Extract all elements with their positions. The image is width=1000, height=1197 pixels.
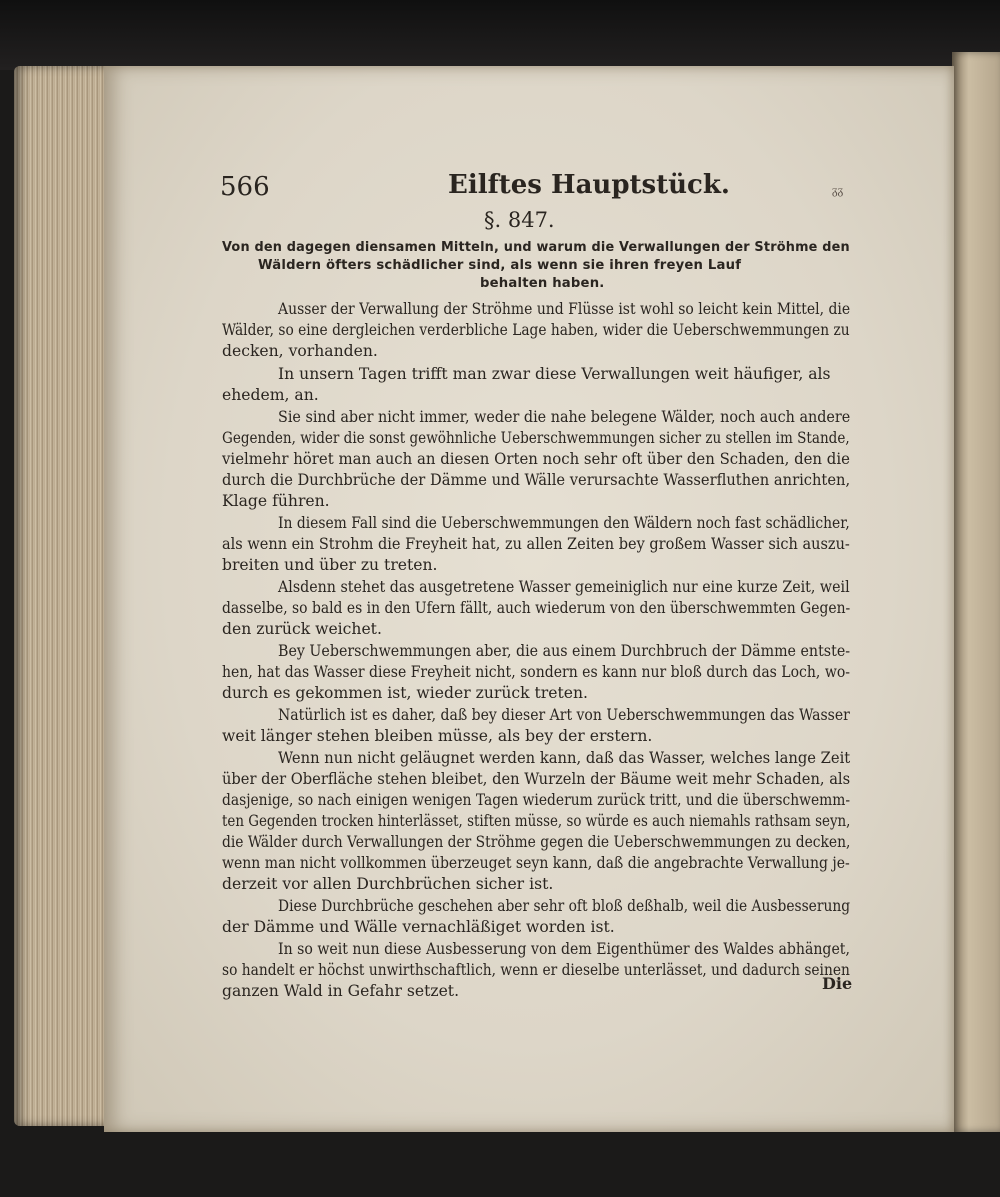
summary-line: Wäldern öfters schädlicher sind, als wenn sie ihren freyen Lauf bbox=[258, 258, 742, 273]
margin-mark: ᵹᵹ bbox=[832, 183, 844, 197]
body-line: über der Oberfläche stehen bleibet, den Wurzeln der Bäume weit mehr Schaden, als bbox=[222, 770, 851, 788]
backdrop bbox=[0, 0, 1000, 70]
body-line: so handelt er höchst unwirthschaftlich, wenn er dieselbe unterlässet, und dadurch seinen bbox=[222, 961, 850, 979]
body-line: Ausser der Verwallung der Ströhme und Flüsse ist wohl so leicht kein Mittel, die bbox=[278, 300, 851, 318]
body-line: Wenn nun nicht geläugnet werden kann, daß das Wasser, welches lange Zeit bbox=[278, 749, 851, 767]
body-line: Gegenden, wider die sonst gewöhnliche Ueberschwemmungen sicher zu stellen im Stande, bbox=[222, 429, 850, 447]
page-number: 566 bbox=[220, 172, 270, 202]
body-line: Natürlich ist es daher, daß bey dieser Art von Ueberschwemmungen das Wasser bbox=[278, 706, 850, 724]
body-line: wenn man nicht vollkommen überzeuget seyn kann, daß die angebrachte Verwallung je- bbox=[222, 854, 850, 872]
body-line: In so weit nun diese Ausbesserung von dem Eigenthümer des Waldes abhänget, bbox=[278, 940, 850, 958]
body-line: ehedem, an. bbox=[222, 386, 319, 404]
body-line: Wälder, so eine dergleichen verderbliche Lage haben, wider die Ueberschwemmungen zu bbox=[222, 321, 850, 339]
summary-line: behalten haben. bbox=[480, 276, 605, 291]
body-line: als wenn ein Strohm die Freyheit hat, zu allen Zeiten bey großem Wasser sich auszu- bbox=[222, 535, 850, 553]
body-line: dasselbe, so bald es in den Ufern fällt, auch wiederum von den überschwemmten Gegen- bbox=[222, 599, 851, 617]
body-line: Bey Ueberschwemmungen aber, die aus einem Durchbruch der Dämme entste- bbox=[278, 642, 851, 660]
body-line: Sie sind aber nicht immer, weder die nahe belegene Wälder, noch auch andere bbox=[278, 408, 851, 426]
body-line: ganzen Wald in Gefahr setzet. bbox=[222, 982, 460, 1000]
body-line: derzeit vor allen Durchbrüchen sicher ist. bbox=[222, 875, 554, 893]
body-line: In diesem Fall sind die Ueberschwemmungen den Wäldern noch fast schädlicher, bbox=[278, 514, 850, 532]
body-line: breiten und über zu treten. bbox=[222, 556, 438, 574]
body-line: weit länger stehen bleiben müsse, als bey der erstern. bbox=[222, 727, 653, 745]
summary-line: Von den dagegen diensamen Mitteln, und warum die Verwallungen der Ströhme den bbox=[222, 240, 850, 255]
body-line: den zurück weichet. bbox=[222, 620, 382, 638]
body-line: die Wälder durch Verwallungen der Ströhme gegen die Ueberschwemmungen zu decken, bbox=[222, 833, 851, 851]
body-line: ten Gegenden trocken hinterlässet, stiften müsse, so würde es auch niemahls rathsam seyn, bbox=[222, 812, 851, 830]
body-line: vielmehr höret man auch an diesen Orten noch sehr oft über den Schaden, den die bbox=[222, 450, 850, 468]
body-line: hen, hat das Wasser diese Freyheit nicht, sondern es kann nur bloß durch das Loch, wo- bbox=[222, 663, 850, 681]
body-line: decken, vorhanden. bbox=[222, 342, 378, 360]
catchword: Die bbox=[822, 974, 853, 993]
body-line: Alsdenn stehet das ausgetretene Wasser gemeiniglich nur eine kurze Zeit, weil bbox=[278, 578, 850, 596]
section-number: §. 847. bbox=[484, 208, 555, 232]
body-line: durch es gekommen ist, wieder zurück treten. bbox=[222, 684, 588, 702]
body-line: In unsern Tagen trifft man zwar diese Verwallungen weit häufiger, als bbox=[278, 365, 831, 383]
body-line: der Dämme und Wälle vernachläßiget worden ist. bbox=[222, 918, 615, 936]
body-line: dasjenige, so nach einigen wenigen Tagen wiederum zurück tritt, und die überschwemm- bbox=[222, 791, 851, 809]
body-line: durch die Durchbrüche der Dämme und Wälle verursachte Wasserfluthen anrichten, bbox=[222, 471, 851, 489]
body-line: Diese Durchbrüche geschehen aber sehr oft bloß deßhalb, weil die Ausbesserung bbox=[278, 897, 851, 915]
page-edges-left bbox=[14, 66, 106, 1126]
facing-page-edge bbox=[952, 52, 1000, 1132]
body-line: Klage führen. bbox=[222, 492, 330, 510]
running-title: Eilftes Hauptstück. bbox=[448, 170, 730, 200]
